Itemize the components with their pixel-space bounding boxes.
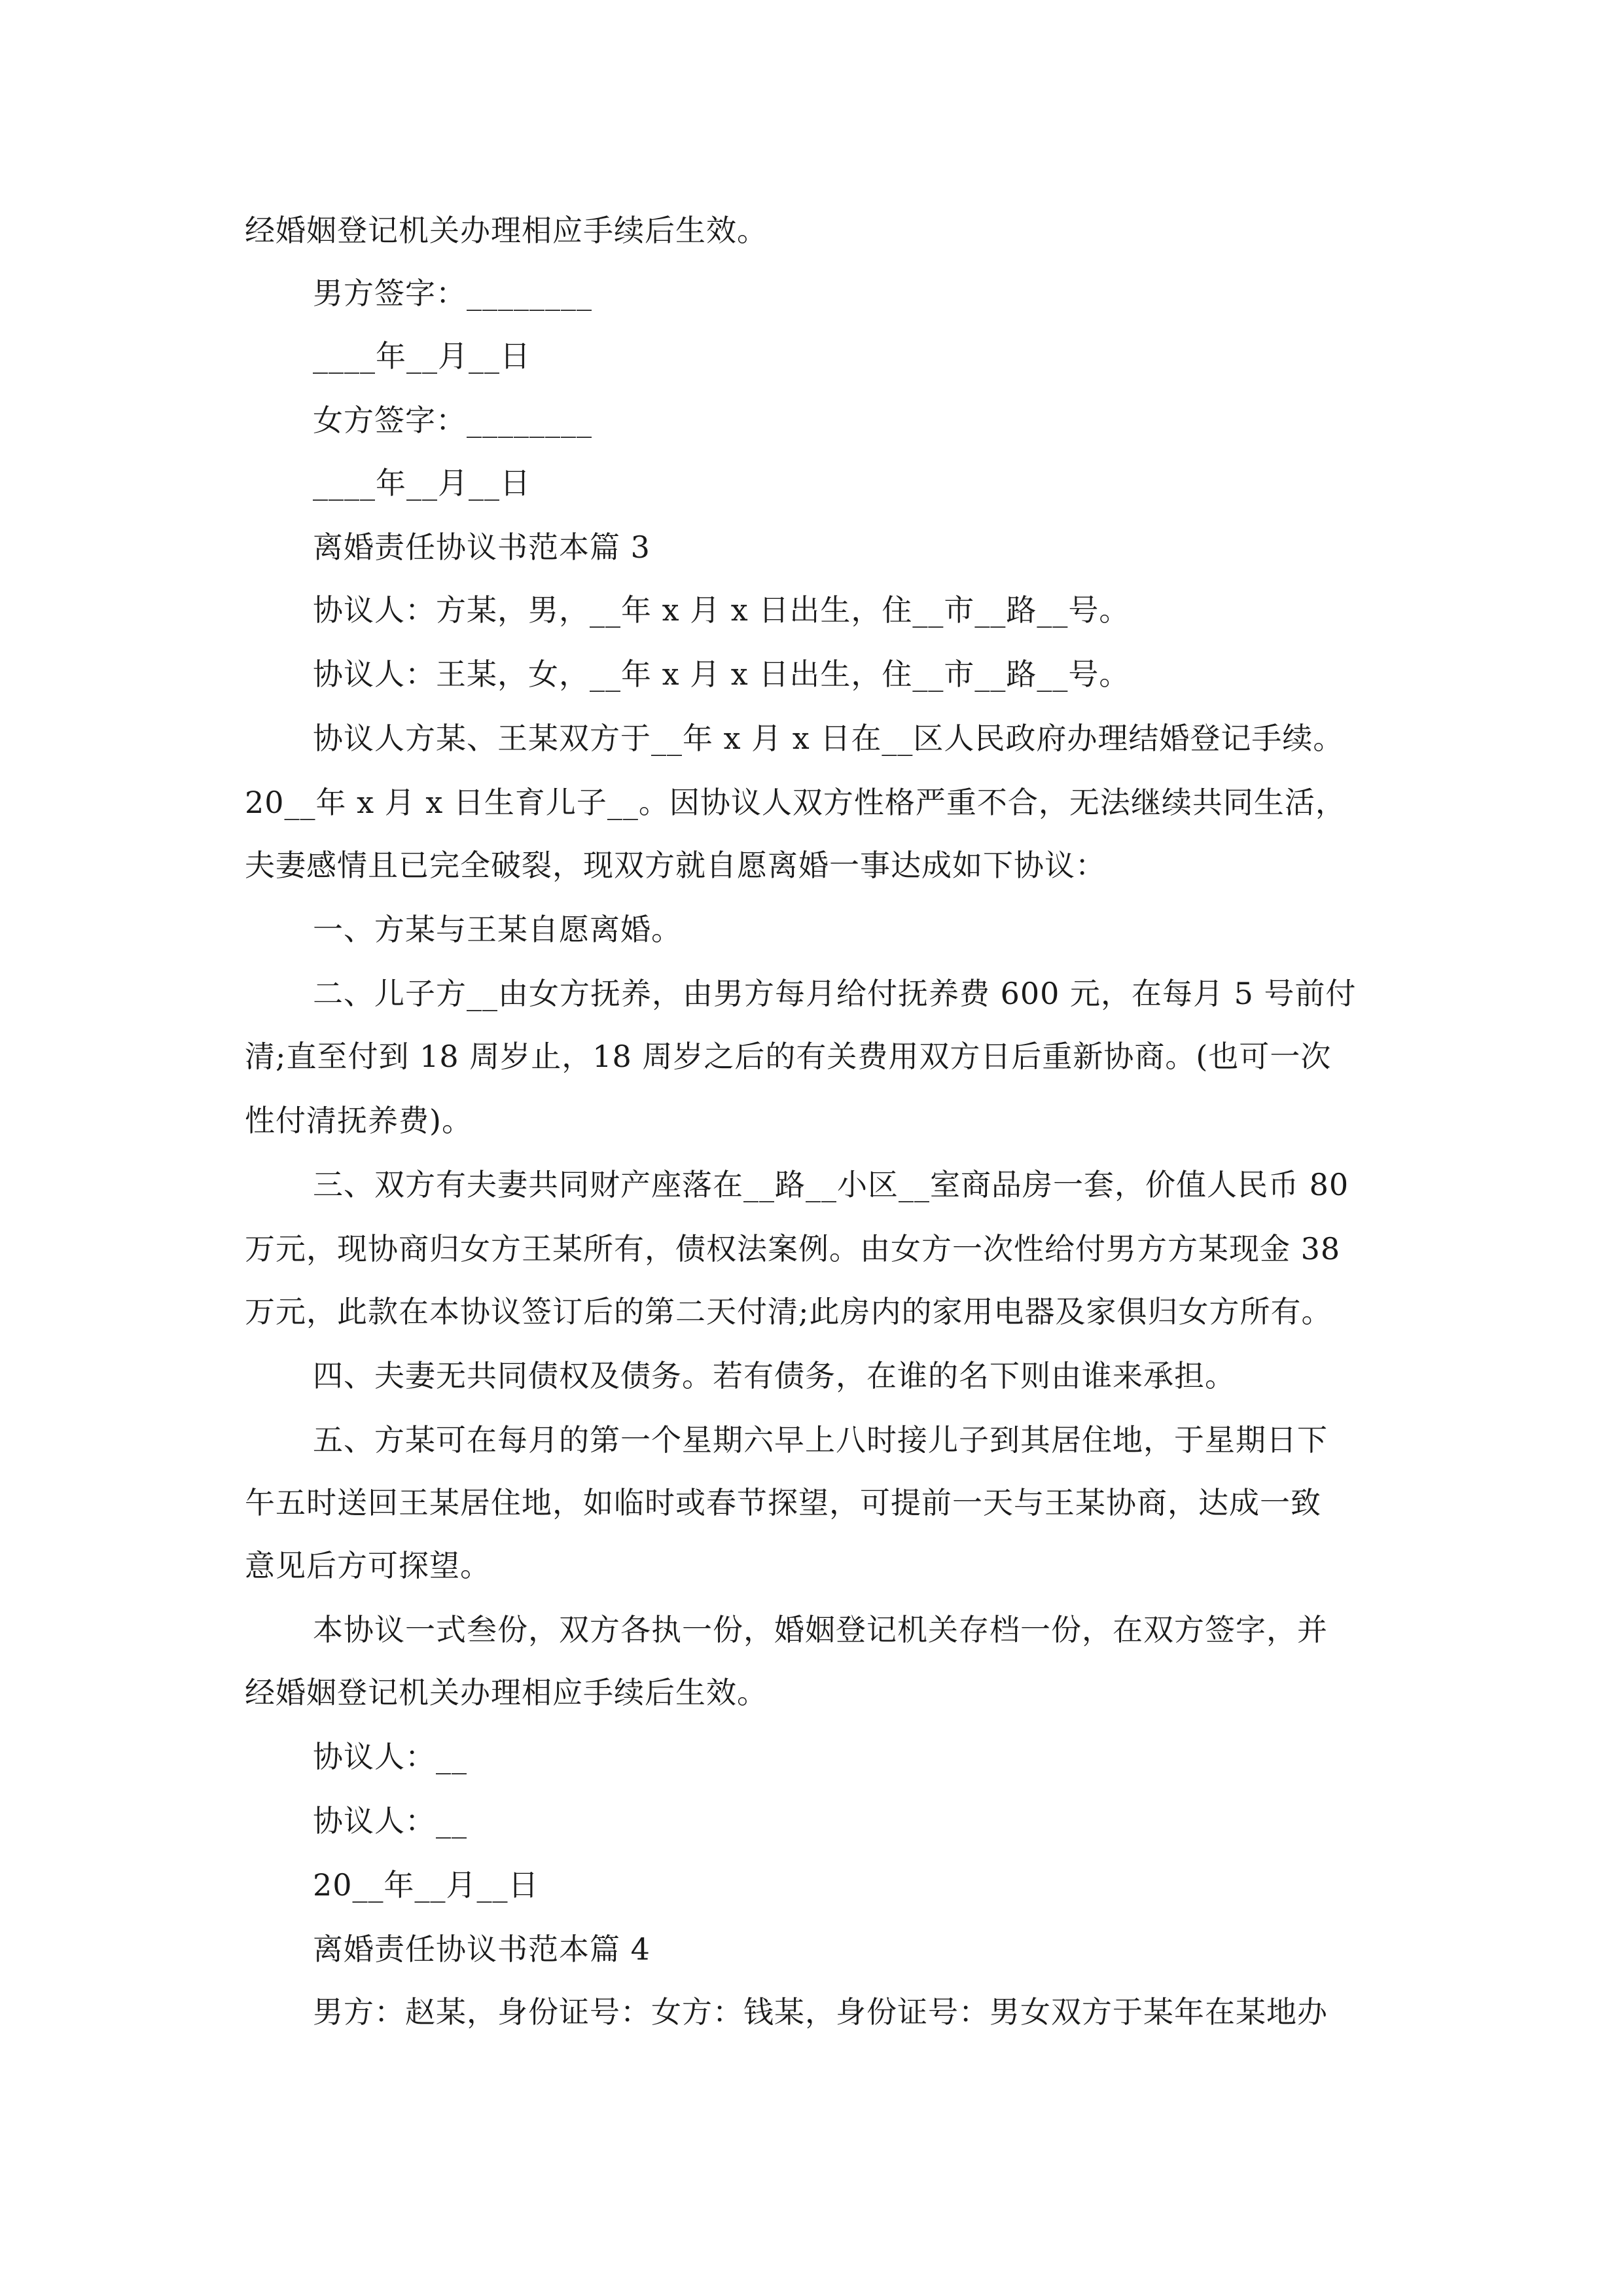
paragraph-line: 经婚姻登记机关办理相应手续后生效。	[245, 213, 768, 248]
signatory-line: 协议人：__	[313, 1803, 467, 1839]
date-line: ____年__月__日	[313, 338, 531, 374]
clause-line: 五、方某可在每月的第一个星期六早上八时接儿子到其居住地，于星期日下	[313, 1422, 1328, 1458]
paragraph-line: 经婚姻登记机关办理相应手续后生效。	[245, 1675, 768, 1710]
paragraph-line: 本协议一式叁份，双方各执一份，婚姻登记机关存档一份，在双方签字，并	[313, 1612, 1328, 1647]
clause-line: 性付清抚养费)。	[245, 1103, 473, 1138]
clause-line: 二、儿子方__由女方抚养，由男方每月给付抚养费 600 元，在每月 5 号前付	[313, 976, 1357, 1011]
clause-line: 意见后方可探望。	[245, 1548, 491, 1583]
paragraph-line: 20__年 x 月 x 日生育儿子__。因协议人双方性格严重不合，无法继续共同生活，	[245, 785, 1346, 820]
male-signature-line: 男方签字：________	[313, 276, 592, 311]
paragraph-line: 协议人方某、王某双方于__年 x 月 x 日在__区人民政府办理结婚登记手续。	[313, 721, 1344, 756]
female-signature-line: 女方签字：________	[313, 403, 592, 438]
date-line: ____年__月__日	[313, 465, 531, 501]
paragraph-line: 男方：赵某，身份证号：女方：钱某，身份证号：男女双方于某年在某地办	[313, 1994, 1328, 2030]
signatory-line: 协议人：__	[313, 1739, 467, 1774]
clause-line: 四、夫妻无共同债权及债务。若有债务，在谁的名下则由谁来承担。	[313, 1358, 1236, 1393]
party-line: 协议人：王某，女，__年 x 月 x 日出生，住__市__路__号。	[313, 656, 1130, 692]
clause-line: 一、方某与王某自愿离婚。	[313, 912, 682, 947]
clause-line: 午五时送回王某居住地，如临时或春节探望，可提前一天与王某协商，达成一致	[245, 1485, 1321, 1520]
paragraph-line: 夫妻感情且已完全破裂，现双方就自愿离婚一事达成如下协议：	[245, 848, 1106, 883]
party-line: 协议人：方某，男，__年 x 月 x 日出生，住__市__路__号。	[313, 592, 1130, 628]
clause-line: 清;直至付到 18 周岁止，18 周岁之后的有关费用双方日后重新协商。(也可一次	[245, 1039, 1332, 1074]
clause-line: 万元，现协商归女方王某所有，债权法案例。由女方一次性给付男方方某现金 38	[245, 1231, 1341, 1266]
clause-line: 三、双方有夫妻共同财产座落在__路__小区__室商品房一套，价值人民币 80	[313, 1167, 1349, 1202]
date-line: 20__年__月__日	[313, 1867, 539, 1903]
section-heading: 离婚责任协议书范本篇 3	[313, 529, 651, 565]
clause-line: 万元，此款在本协议签订后的第二天付清;此房内的家用电器及家俱归女方所有。	[245, 1294, 1332, 1329]
section-heading: 离婚责任协议书范本篇 4	[313, 1931, 651, 1967]
